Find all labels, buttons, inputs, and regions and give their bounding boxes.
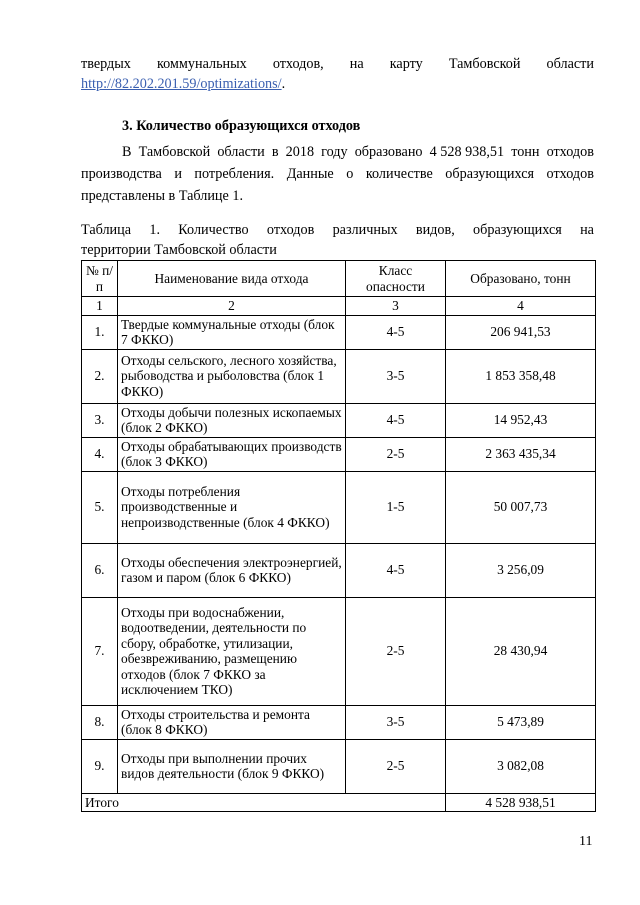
optimizations-link[interactable]: http://82.202.201.59/optimizations/ xyxy=(81,76,282,92)
paragraph-word: о xyxy=(346,166,354,182)
row-value: 3 082,08 xyxy=(446,739,596,793)
table-row xyxy=(82,315,596,349)
row-class: 1-5 xyxy=(346,471,446,543)
row-name: Отходы добычи полезных ископаемых (блок 2 ФККО) xyxy=(118,403,346,437)
paragraph-word: отходов xyxy=(546,144,594,160)
paragraph-word: образующихся xyxy=(445,166,535,182)
caption-word: на xyxy=(580,222,594,238)
paragraph-word: производства xyxy=(81,166,162,182)
row-value: 14 952,43 xyxy=(446,403,596,437)
paragraph-line-2 xyxy=(81,164,594,184)
row-num: 9. xyxy=(82,739,118,793)
row-name: Отходы строительства и ремонта (блок 8 ФККО) xyxy=(118,705,346,739)
row-name: Твердые коммунальные отходы (блок 7 ФККО) xyxy=(118,315,346,349)
table-index-row xyxy=(82,297,596,316)
index-cell: 4 xyxy=(446,297,596,316)
row-num: 3. xyxy=(82,403,118,437)
row-num: 8. xyxy=(82,705,118,739)
row-class: 4-5 xyxy=(346,543,446,597)
row-class: 2-5 xyxy=(346,739,446,793)
row-name: Отходы потребления производственные и непроизводственные (блок 4 ФККО) xyxy=(118,471,346,543)
index-cell: 2 xyxy=(118,297,346,316)
row-value: 206 941,53 xyxy=(446,315,596,349)
paragraph-word: Данные xyxy=(286,166,334,182)
intro-word: области xyxy=(546,56,594,72)
row-class: 3-5 xyxy=(346,705,446,739)
table-caption-line-2: территории Тамбовской области xyxy=(81,242,277,258)
row-num: 6. xyxy=(82,543,118,597)
header-class: Класс опасности xyxy=(346,261,446,297)
paragraph-word: области xyxy=(217,144,265,160)
total-label: Итого xyxy=(82,793,446,812)
table-row xyxy=(82,349,596,403)
caption-word: различных xyxy=(332,222,398,238)
row-class: 4-5 xyxy=(346,403,446,437)
row-value: 50 007,73 xyxy=(446,471,596,543)
index-cell: 1 xyxy=(82,297,118,316)
total-value: 4 528 938,51 xyxy=(446,793,596,812)
table-total-row xyxy=(82,793,596,812)
intro-word: Тамбовской xyxy=(448,56,521,72)
intro-word: коммунальных xyxy=(156,56,247,72)
paragraph-word: году xyxy=(321,144,348,160)
header-name: Наименование вида отхода xyxy=(118,261,346,297)
waste-table xyxy=(81,260,596,812)
caption-word: Таблица xyxy=(81,222,132,238)
header-num: № п/п xyxy=(82,261,118,297)
caption-word: видов, xyxy=(415,222,455,238)
paragraph-word: образовано xyxy=(354,144,423,160)
row-class: 3-5 xyxy=(346,349,446,403)
intro-word: на xyxy=(349,56,364,72)
table-row xyxy=(82,705,596,739)
table-caption-line-1 xyxy=(81,220,594,240)
intro-line-1 xyxy=(81,54,594,74)
row-name: Отходы обеспечения электроэнергией, газом и паром (блок 6 ФККО) xyxy=(118,543,346,597)
header-formed: Образовано, тонн xyxy=(446,261,596,297)
caption-word: Количество xyxy=(178,222,249,238)
row-name: Отходы сельского, лесного хозяйства, рыбоводства и рыболовства (блок 1 ФККО) xyxy=(118,349,346,403)
row-value: 2 363 435,34 xyxy=(446,437,596,471)
paragraph-word: 2018 xyxy=(285,144,315,160)
row-num: 5. xyxy=(82,471,118,543)
table-row xyxy=(82,471,596,543)
page-number: 11 xyxy=(579,834,593,849)
paragraph-word: В xyxy=(122,144,132,160)
caption-word: образующихся xyxy=(473,222,562,238)
caption-word: 1. xyxy=(149,222,160,238)
row-name: Отходы при выполнении прочих видов деятельности (блок 9 ФККО) xyxy=(118,739,346,793)
row-num: 4. xyxy=(82,437,118,471)
table-header-row xyxy=(82,261,596,297)
intro-word: отходов, xyxy=(272,56,324,72)
paragraph-line-3: представлены в Таблице 1. xyxy=(81,188,244,204)
paragraph-word: тонн xyxy=(511,144,540,160)
section-title: 3. Количество образующихся отходов xyxy=(122,118,361,134)
row-num: 1. xyxy=(82,315,118,349)
paragraph-word: в xyxy=(271,144,279,160)
paragraph-word: 4 528 938,51 xyxy=(429,144,505,160)
paragraph-line-1 xyxy=(122,142,594,162)
paragraph-word: и xyxy=(174,166,182,182)
table-row xyxy=(82,597,596,705)
row-value: 5 473,89 xyxy=(446,705,596,739)
table-row xyxy=(82,403,596,437)
row-class: 4-5 xyxy=(346,315,446,349)
table-row xyxy=(82,739,596,793)
paragraph-word: потребления. xyxy=(194,166,275,182)
table-row xyxy=(82,543,596,597)
row-num: 2. xyxy=(82,349,118,403)
link-tail: . xyxy=(281,76,286,92)
caption-word: отходов xyxy=(266,222,315,238)
row-value: 3 256,09 xyxy=(446,543,596,597)
intro-word: карту xyxy=(389,56,423,72)
row-name: Отходы при водоснабжении, водоотведении, деятельности по сбору, обработке, утилизации, обезвреживанию, размещению отходов (блок 7 ФККО за исключением ТКО) xyxy=(118,597,346,705)
row-class: 2-5 xyxy=(346,597,446,705)
row-name: Отходы обрабатывающих производств (блок 3 ФККО) xyxy=(118,437,346,471)
table-row xyxy=(82,437,596,471)
row-num: 7. xyxy=(82,597,118,705)
index-cell: 3 xyxy=(346,297,446,316)
paragraph-word: отходов xyxy=(546,166,594,182)
row-value: 1 853 358,48 xyxy=(446,349,596,403)
intro-line-2 xyxy=(81,74,594,94)
intro-word: твердых xyxy=(81,56,131,72)
paragraph-word: Тамбовской xyxy=(138,144,211,160)
row-value: 28 430,94 xyxy=(446,597,596,705)
row-class: 2-5 xyxy=(346,437,446,471)
paragraph-word: количестве xyxy=(365,166,433,182)
